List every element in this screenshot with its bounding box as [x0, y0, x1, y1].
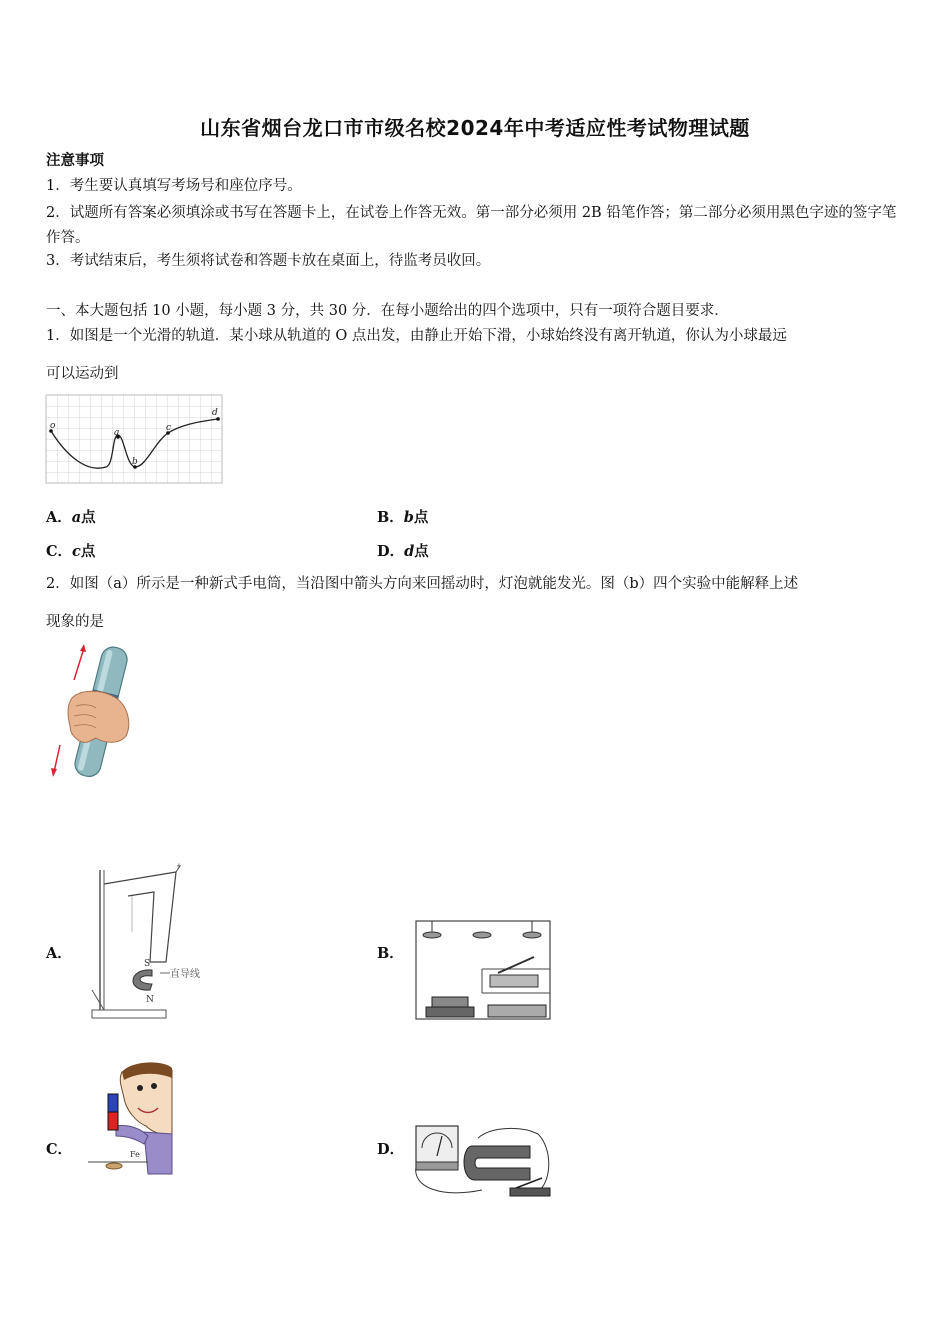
- q1-option-b[interactable]: B．b点: [377, 509, 429, 526]
- label-c: c: [166, 423, 172, 433]
- q1-option-d[interactable]: D．d点: [377, 543, 429, 560]
- q2-figure-b-circuit[interactable]: [412, 913, 552, 1021]
- page-title: 山东省烟台龙口市市级名校2024年中考适应性考试物理试题: [200, 116, 750, 140]
- q1-option-c[interactable]: C．c点: [46, 543, 96, 560]
- q2-figure-d-galvanometer[interactable]: [412, 1118, 554, 1206]
- q1-stem-line1: 1．如图是一个光滑的轨道．某小球从轨道的 O 点出发，由静止开始下滑，小球始终没有离开轨道，你认为小球最远: [46, 328, 787, 344]
- label-d: d: [212, 408, 218, 418]
- q1-option-a[interactable]: A．a点: [46, 509, 96, 526]
- svg-text:+: +: [176, 862, 182, 870]
- q2-option-d-label[interactable]: D．: [377, 1141, 405, 1158]
- q2-stem-line1: 2．如图（a）所示是一种新式手电筒，当沿图中箭头方向来回摇动时，灯泡就能发光。图（b）四个实验中能解释上述: [46, 576, 799, 592]
- pole-n: N: [146, 995, 154, 1005]
- straight-wire-label: 直导线: [170, 969, 200, 980]
- q1-track-figure: [46, 395, 222, 483]
- label-o: o: [50, 421, 56, 431]
- q2-stem-line2: 现象的是: [46, 614, 104, 630]
- pole-s: S: [144, 959, 151, 969]
- notice-item-2: 2．试题所有答案必须填涂或书写在答题卡上，在试卷上作答无效。第一部分必须用 2B 铅笔作答；第二部分必须用黑色字迹的签字笔作答。: [46, 205, 897, 246]
- q2-figure-a-magnet-wire[interactable]: [88, 862, 213, 1022]
- label-a: a: [114, 428, 120, 438]
- label-b: b: [132, 457, 138, 467]
- q2-option-a-label[interactable]: A．: [46, 945, 72, 962]
- notice-heading: 注意事项: [46, 152, 104, 169]
- notice-item-3: 3．考试结束后，考生须将试卷和答题卡放在桌面上，待监考员收回。: [46, 253, 491, 269]
- q2-figure-c-cartoon[interactable]: [88, 1062, 172, 1174]
- flashlight-figure: [50, 640, 140, 785]
- q2-option-c-label[interactable]: C．: [46, 1141, 73, 1158]
- q2-option-b-label[interactable]: B．: [377, 945, 404, 962]
- notice-item-1: 1．考生要认真填写考场号和座位序号。: [46, 178, 302, 194]
- section-heading: 一、本大题包括 10 小题，每小题 3 分，共 30 分．在每小题给出的四个选项中，只有一项符合题目要求．: [46, 303, 729, 319]
- q1-stem-line2: 可以运动到: [46, 366, 119, 382]
- iron-label: Fe: [130, 1150, 140, 1159]
